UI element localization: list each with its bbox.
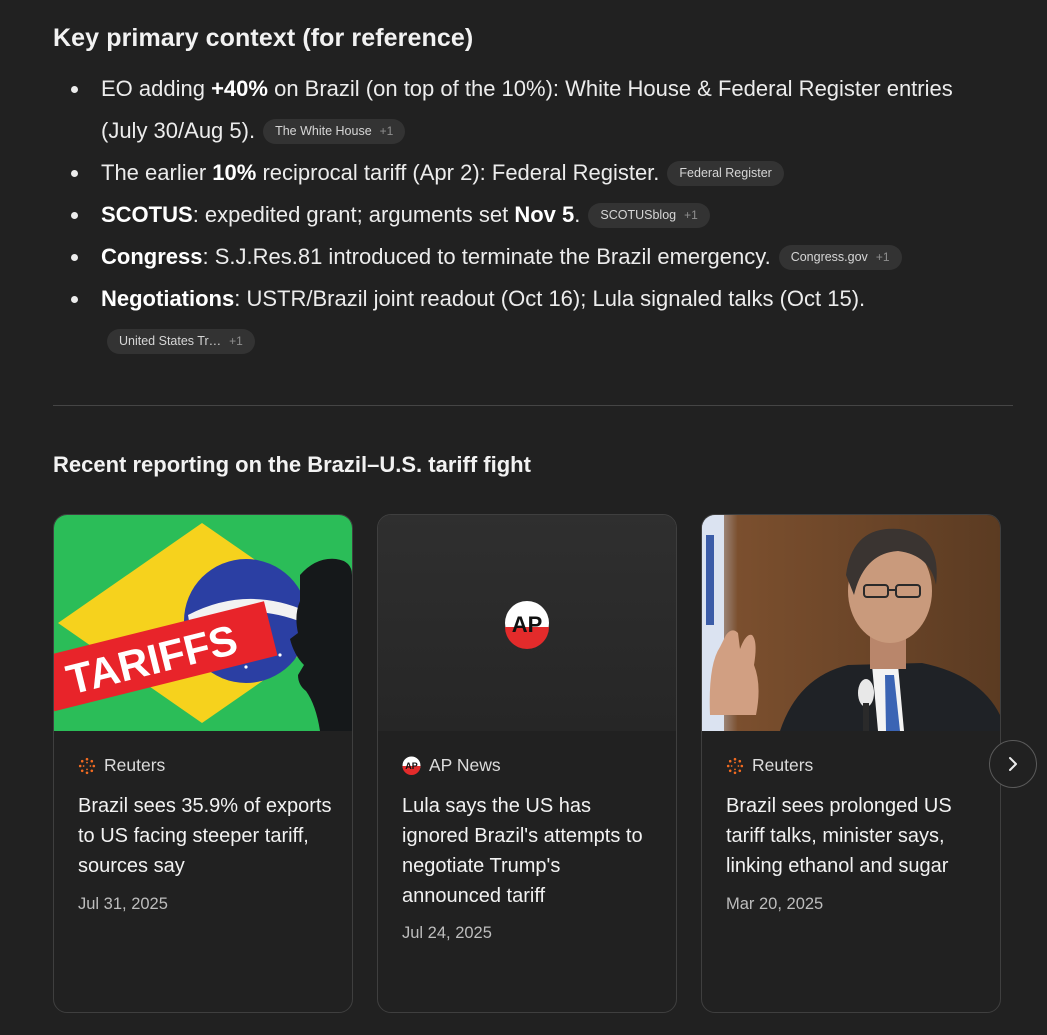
card-source [726,755,813,776]
card-source-name: Reuters [752,755,814,775]
reuters-icon [78,757,96,775]
item-text: : USTR/Brazil joint readout (Oct 16); Lula signaled talks (Oct 15). [234,286,866,311]
card-image [54,515,352,731]
news-card-reuters-ethanol[interactable] [701,514,1001,1013]
item-bold: Nov 5 [514,202,575,227]
item-text: : S.J.Res.81 introduced to terminate the Brazil emergency. [202,244,771,269]
tariffs-banner-text: TARIFFS [61,615,243,704]
item-bold: SCOTUS [101,202,193,227]
item-text: . [574,202,581,227]
context-item-eo [53,68,983,152]
card-image [378,515,676,731]
card-date: Mar 20, 2025 [726,895,824,913]
section-divider [53,405,1013,406]
card-source-name: AP News [429,755,501,775]
card-image [702,515,1000,731]
card-title[interactable]: Brazil sees 35.9% of exports to US facing steeper tariff, sources say [78,795,332,877]
news-card-reuters-exports[interactable] [53,514,353,1013]
card-source [78,755,165,776]
item-bold: +40% [211,76,268,101]
chevron-right-icon [1004,755,1022,773]
source-chip-count: +1 [379,124,394,138]
context-item-congress [53,236,983,278]
source-chip-label: The White House [275,124,372,138]
svg-text:AP: AP [405,761,418,771]
carousel-next-button[interactable] [989,740,1037,788]
source-chip-count: +1 [229,334,243,348]
card-source-name: Reuters [104,755,166,775]
item-text: EO adding [101,76,212,101]
source-chip-label: United States Tr… [119,334,222,348]
source-chip-label: Congress.gov [790,250,868,264]
source-chip-congress[interactable] [779,245,902,270]
source-chip-scotusblog[interactable] [588,203,709,228]
context-item-scotus [53,194,983,236]
item-text: reciprocal tariff (Apr 2): Federal Register. [256,160,660,185]
card-source [402,755,501,776]
source-chip-label: SCOTUSblog [600,208,677,222]
source-chip-count: +1 [684,208,698,222]
item-text: : expedited grant; arguments set [192,202,515,227]
news-card-ap-lula[interactable] [377,514,677,1013]
card-date: Jul 31, 2025 [78,895,168,913]
card-title[interactable]: Brazil sees prolonged US tariff talks, minister says, linking ethanol and sugar [726,795,952,877]
item-bold: 10% [212,160,257,185]
context-item-negotiations [53,278,983,362]
ap-icon [402,756,421,775]
card-date: Jul 24, 2025 [402,924,492,942]
item-bold: Congress [101,244,203,269]
card-title[interactable]: Lula says the US has ignored Brazil's attempts to negotiate Trump's announced tariff [402,795,643,907]
item-text: on Brazil (on top of the 10%): White House & Federal Register entries (July 30/Aug 5). [101,76,953,143]
source-chip-label: Federal Register [679,166,772,180]
reuters-icon [726,757,744,775]
context-item-reciprocal [53,152,983,194]
source-chip-ustr[interactable] [107,329,255,354]
context-list [53,68,983,362]
item-text: The earlier [101,160,213,185]
source-chip-white-house[interactable] [263,119,405,144]
reporting-heading: Recent reporting on the Brazil–U.S. tariff fight [53,452,531,477]
ap-logo-text: AP [511,612,543,637]
source-chip-federal-register[interactable] [667,161,783,186]
source-chip-count: +1 [875,250,890,264]
context-heading: Key primary context (for reference) [53,24,474,52]
item-bold: Negotiations [101,286,235,311]
